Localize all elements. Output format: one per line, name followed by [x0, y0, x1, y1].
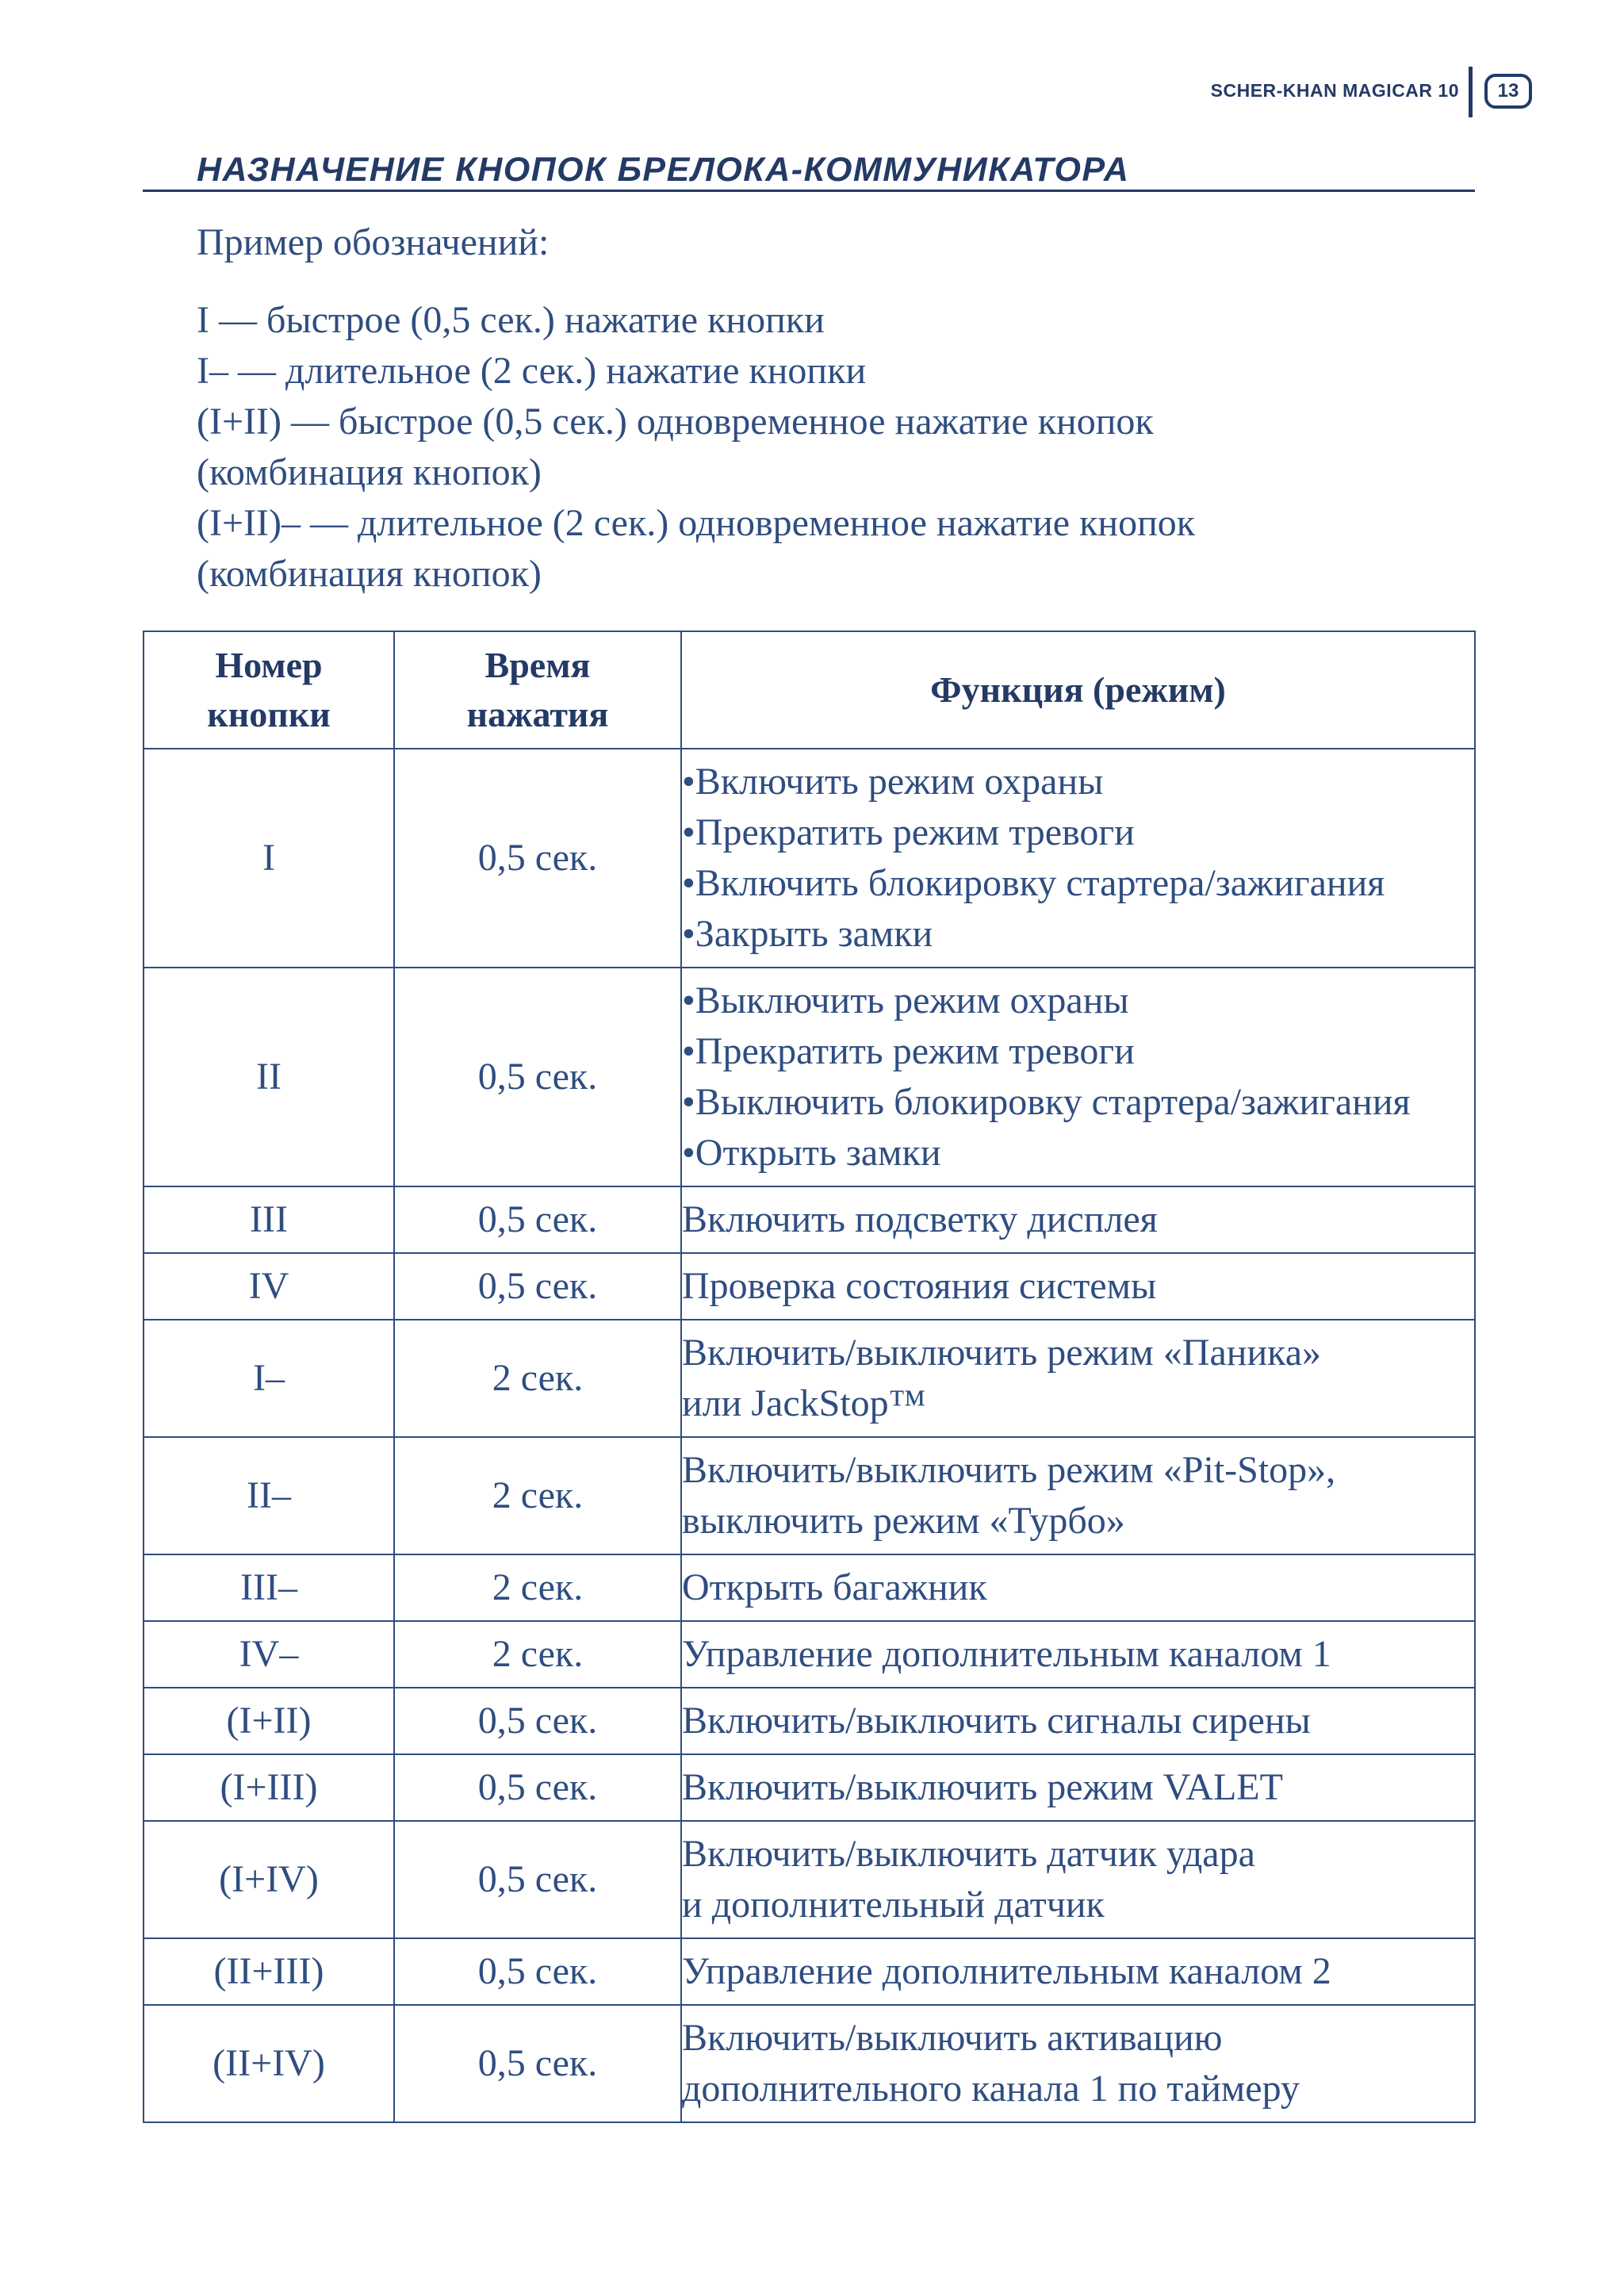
table-row — [144, 1554, 1475, 1621]
legend-intro: Пример обозначений: — [197, 221, 550, 263]
legend-line: I– — длительное (2 сек.) нажатие кнопки — [197, 350, 867, 392]
cell-press-time: 0,5 сек. — [394, 1821, 681, 1938]
cell-function — [681, 1821, 1475, 1938]
function-line: •Выключить блокировку стартера/зажигания — [682, 1081, 1411, 1123]
function-line: •Прекратить режим тревоги — [682, 1030, 1135, 1072]
function-line: или JackStop™ — [682, 1382, 926, 1424]
cell-function — [681, 1754, 1475, 1821]
function-line: Управление дополнительным каналом 1 — [682, 1633, 1331, 1675]
cell-press-time: 2 сек. — [394, 1621, 681, 1688]
cell-press-time: 0,5 сек. — [394, 1688, 681, 1754]
function-line: Включить/выключить датчик удара — [682, 1833, 1255, 1875]
function-line: Открыть багажник — [682, 1566, 987, 1608]
header-press-time — [394, 631, 681, 749]
header-function: Функция (режим) — [681, 631, 1475, 749]
function-line: и дополнительный датчик — [682, 1884, 1105, 1926]
cell-button-number: (I+II) — [144, 1688, 394, 1754]
cell-press-time: 2 сек. — [394, 1320, 681, 1437]
function-line: •Закрыть замки — [682, 913, 933, 955]
cell-function — [681, 2005, 1475, 2122]
button-function-table — [143, 630, 1476, 2123]
cell-press-time: 0,5 сек. — [394, 2005, 681, 2122]
cell-press-time: 0,5 сек. — [394, 968, 681, 1186]
table-row — [144, 1437, 1475, 1554]
cell-press-time: 2 сек. — [394, 1437, 681, 1554]
cell-function — [681, 749, 1475, 968]
cell-press-time: 0,5 сек. — [394, 1186, 681, 1253]
cell-function — [681, 1437, 1475, 1554]
header-brand: SCHER-KHAN MAGICAR 10 — [1210, 80, 1459, 101]
cell-button-number: I — [144, 749, 394, 968]
cell-button-number: II — [144, 968, 394, 1186]
function-line: Включить/выключить сигналы сирены — [682, 1700, 1311, 1742]
cell-button-number: I– — [144, 1320, 394, 1437]
header-button-number — [144, 631, 394, 749]
table-row — [144, 1821, 1475, 1938]
cell-button-number: (II+IV) — [144, 2005, 394, 2122]
cell-press-time: 2 сек. — [394, 1554, 681, 1621]
cell-function — [681, 1186, 1475, 1253]
header-text: нажатия — [466, 694, 609, 734]
legend-line: (комбинация кнопок) — [197, 553, 542, 595]
cell-press-time: 0,5 сек. — [394, 1938, 681, 2005]
cell-press-time: 0,5 сек. — [394, 1253, 681, 1320]
table-row — [144, 1621, 1475, 1688]
section-title: НАЗНАЧЕНИЕ КНОПОК БРЕЛОКА-КОММУНИКАТОРА — [197, 151, 1130, 189]
cell-button-number: II– — [144, 1437, 394, 1554]
legend-line: (I+II) — быстрое (0,5 сек.) одновременное нажатие кнопок — [197, 401, 1154, 443]
legend-line: I — быстрое (0,5 сек.) нажатие кнопки — [197, 299, 825, 341]
table-row — [144, 1253, 1475, 1320]
table-row — [144, 749, 1475, 968]
table-row — [144, 1938, 1475, 2005]
function-line: Включить подсветку дисплея — [682, 1198, 1158, 1240]
cell-function — [681, 968, 1475, 1186]
cell-function — [681, 1320, 1475, 1437]
header-divider — [1469, 67, 1473, 117]
cell-function — [681, 1253, 1475, 1320]
function-line: Управление дополнительным каналом 2 — [682, 1950, 1331, 1992]
function-line: Включить/выключить режим «Pit-Stop», — [682, 1449, 1336, 1491]
legend-line: (I+II)– — длительное (2 сек.) одновременное нажатие кнопок — [197, 502, 1196, 544]
header-text: Время — [485, 645, 591, 685]
table-body — [144, 749, 1475, 2122]
legend-line: (комбинация кнопок) — [197, 451, 542, 493]
header-text: Номер — [215, 645, 323, 685]
function-line: Проверка состояния системы — [682, 1265, 1157, 1307]
function-line: •Выключить режим охраны — [682, 979, 1129, 1021]
function-line: Включить/выключить режим «Паника» — [682, 1332, 1322, 1374]
function-line: Включить/выключить активацию — [682, 2017, 1223, 2059]
cell-press-time: 0,5 сек. — [394, 1754, 681, 1821]
cell-function — [681, 1621, 1475, 1688]
cell-press-time: 0,5 сек. — [394, 749, 681, 968]
header-text: кнопки — [207, 694, 331, 734]
cell-button-number: (I+IV) — [144, 1821, 394, 1938]
function-line: Включить/выключить режим VALET — [682, 1766, 1283, 1808]
cell-function — [681, 1938, 1475, 2005]
cell-function — [681, 1688, 1475, 1754]
table-header-row — [144, 631, 1475, 749]
function-line: •Включить блокировку стартера/зажигания — [682, 862, 1385, 904]
cell-button-number: (II+III) — [144, 1938, 394, 2005]
table-row — [144, 2005, 1475, 2122]
cell-button-number: IV– — [144, 1621, 394, 1688]
table-row — [144, 1688, 1475, 1754]
table-row — [144, 968, 1475, 1186]
legend-list — [197, 295, 1195, 600]
function-line: дополнительного канала 1 по таймеру — [682, 2068, 1300, 2110]
title-underline — [143, 190, 1475, 192]
function-line: •Прекратить режим тревоги — [682, 811, 1135, 853]
cell-button-number: III– — [144, 1554, 394, 1621]
function-line: •Открыть замки — [682, 1132, 941, 1174]
cell-button-number: (I+III) — [144, 1754, 394, 1821]
page-number: 13 — [1484, 74, 1532, 109]
cell-button-number: IV — [144, 1253, 394, 1320]
cell-button-number: III — [144, 1186, 394, 1253]
table-row — [144, 1186, 1475, 1253]
cell-function — [681, 1554, 1475, 1621]
table-row — [144, 1754, 1475, 1821]
function-line: выключить режим «Турбо» — [682, 1500, 1125, 1542]
table-row — [144, 1320, 1475, 1437]
function-line: •Включить режим охраны — [682, 761, 1104, 803]
